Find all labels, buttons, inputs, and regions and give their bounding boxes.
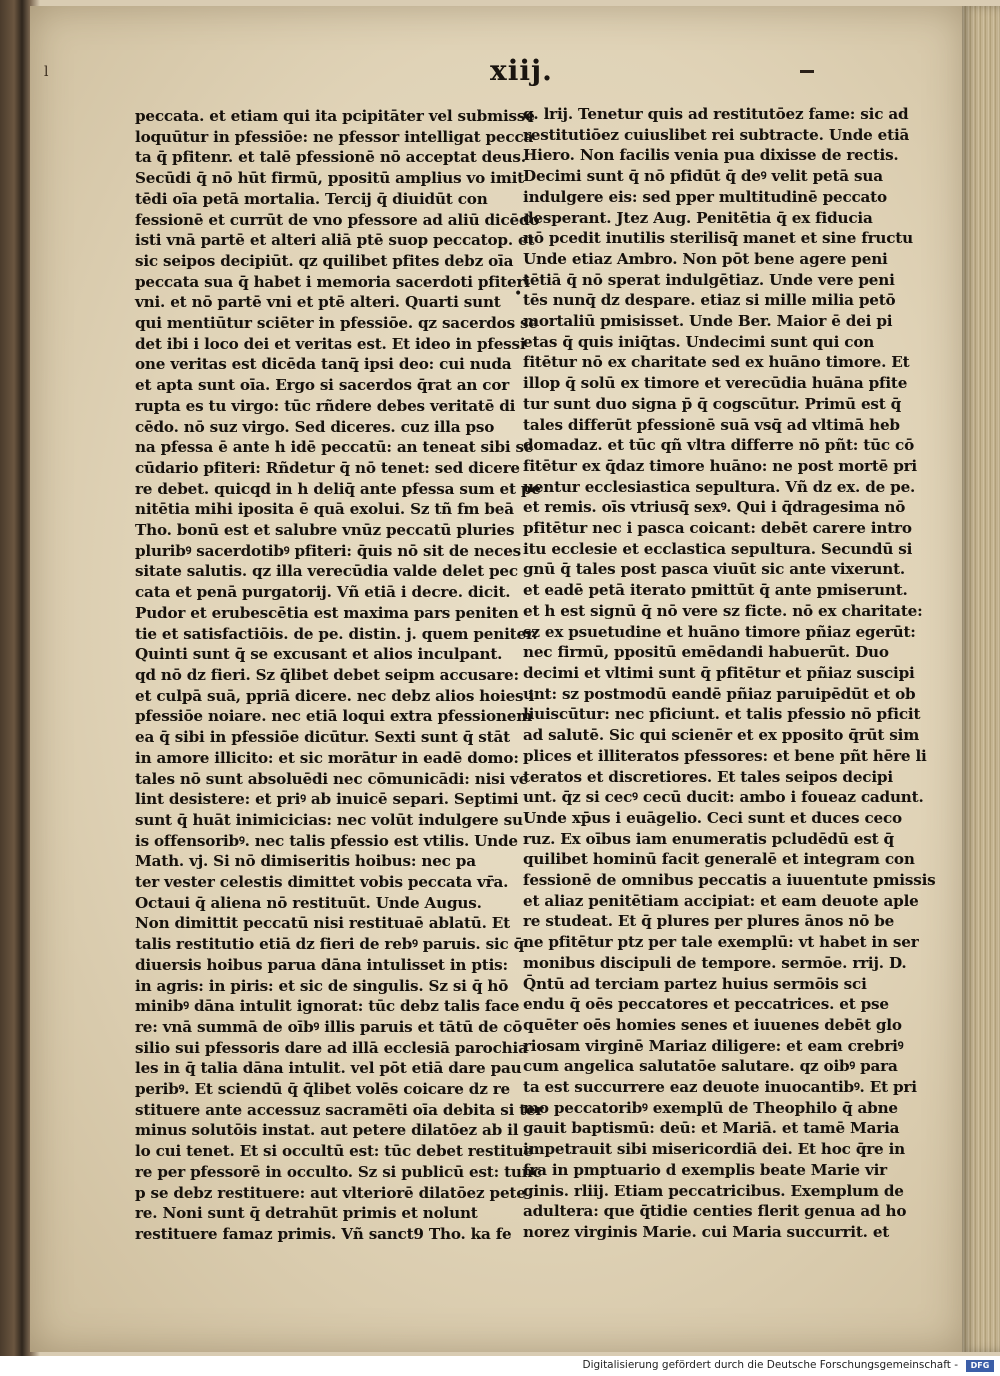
text-line: q. lrij. Tenetur quis ad restitutōez fame: sic ad <box>523 105 909 123</box>
text-line: fessionē et currūt de vno pfessore ad aliū dicēdo <box>135 210 540 229</box>
text-line: tēdi oīa petā mortalia. Tercij q̄ diuidūt con <box>135 189 488 208</box>
text-line: fitētur nō ex charitate sed ex huāno timore. Et <box>523 353 910 372</box>
text-line: Q̄ntū ad terciam partez huius sermōis sci <box>523 974 867 993</box>
text-line: ta est succurrere eaz deuote inuocantibꝰ. Et pri <box>523 1078 917 1097</box>
text-line: mortaliū pmisisset. Unde Ber. Maior ē dei pi <box>523 312 893 331</box>
text-line: mo peccatoribꝰ exemplū de Theophilo q̄ abne <box>523 1098 898 1117</box>
text-line: ea q̄ sibi in pfessiōe dicūtur. Sexti sunt q̄ stāt <box>135 728 510 747</box>
text-line: plices et illiteratos pfessores: et bene pñt hēre li <box>523 746 927 765</box>
text-line: nō pcedit inutilis sterilisq̄ manet et sine fructu <box>523 229 913 248</box>
left-text-column <box>135 106 544 1245</box>
text-line: gauit baptismū: deū: et Mariā. et tamē Maria <box>523 1119 900 1138</box>
text-line: peccata sua q̄ habet i memoria sacerdoti pfiteri <box>135 272 530 291</box>
text-line: ruz. Ex oībus iam enumeratis pcludēdū est q̄ <box>523 829 894 848</box>
text-line: unt: sz postmodū eandē pñiaz paruipēdūt et ob <box>523 684 916 703</box>
text-line: stituere ante accessuz sacramēti oīa debita si ter <box>135 1100 544 1119</box>
text-line: talis restitutio etiā dz fieri de rebꝰ paruis. sic q̄ <box>135 935 525 954</box>
text-line: riosam virginē Mariaz diligere: et eam crebriꝰ <box>523 1036 904 1055</box>
text-line: etas q̄ quis iniq̄tas. Undecimi sunt qui con <box>523 332 875 351</box>
text-line: lint desistere: et priꝰ ab inuicē separi. Septimi <box>135 790 519 809</box>
page-edges <box>962 6 1000 1352</box>
text-line: tēs nunq̄ dz despare. etiaz si mille milia petō <box>523 291 896 310</box>
text-line: re. Noni sunt q̄ detrahūt primis et nolunt <box>135 1204 478 1223</box>
text-line: tie et satisfactiōis. de pe. distin. j. quem peniter. <box>135 624 538 643</box>
text-line: pfessiōe noiare. nec etiā loqui extra pfessionem <box>135 707 533 726</box>
dfg-credit: Digitalisierung gefördert durch die Deutsche Forschungsgemeinschaft - <box>582 1359 958 1371</box>
text-line: peccata. et etiam qui ita pcipitāter vel submisse <box>135 107 535 125</box>
dfg-logo-icon: DFG <box>966 1360 994 1372</box>
header-rule <box>800 70 814 73</box>
text-line: norez virginis Marie. cui Maria succurrit. et <box>523 1222 890 1241</box>
text-line: unt. q̄z si cecꝰ cecū ducit: ambo i foueaz cadunt. <box>523 788 924 807</box>
text-line: ta q̄ pfitenr. et talē pfessionē nō acceptat deus. <box>135 148 526 167</box>
text-line: cūdario pfiteri: Rñdetur q̄ nō tenet: sed dicere <box>135 458 520 477</box>
text-line: liuiscūtur: nec pficiunt. et talis pfessio nō pficit <box>523 705 921 724</box>
text-line: re studeat. Et q̄ plures per plures ānos nō be <box>523 912 895 931</box>
text-line: tur sunt duo signa p̄ q̄ cogscūtur. Primū est q̄ <box>523 394 902 413</box>
text-line: nec firmū, ppositū emēdandi habuerūt. Duo <box>523 643 889 662</box>
text-line: lo cui tenet. Et si occultū est: tūc debet restitue <box>135 1142 533 1161</box>
text-line: et apta sunt oīa. Ergo si sacerdos q̄rat an cor <box>135 376 510 395</box>
text-line: tales nō sunt absoluēdi nec cōmunicādi: nisi ve <box>135 769 529 788</box>
text-line: Decimi sunt q̄ nō pfidūt q̄ deꝰ velit petā sua <box>523 167 883 186</box>
text-line: itu ecclesie et ecclastica sepultura. Secundū si <box>523 539 913 558</box>
text-line: restituere famaz primis. Vñ sanct9 Tho. ka fe <box>135 1224 512 1243</box>
text-line: Unde etiaz Ambro. Non pōt bene agere peni <box>523 249 888 268</box>
book-page <box>30 6 965 1352</box>
text-line: det ibi i loco dei et veritas est. Et ideo in pfessi <box>135 334 526 353</box>
text-line: Octaui q̄ aliena nō restituūt. Unde Augus. <box>135 893 482 912</box>
text-line: is offensoribꝰ. nec talis pfessio est vtilis. Unde <box>135 831 518 850</box>
text-line: desperant. Jtez Aug. Penitētia q̄ ex fiducia <box>523 208 873 227</box>
text-line: fitētur ex q̄daz timore huāno: ne post mortē pri <box>523 456 918 475</box>
text-line: teratos et discretiores. Et tales seipos decipi <box>523 767 893 786</box>
text-line: restitutiōez cuiuslibet rei subtracte. Unde etiā <box>523 125 910 144</box>
text-line: impetrauit sibi misericordiā dei. Et hoc q̄re in <box>523 1140 906 1159</box>
text-line: cēdo. nō suz virgo. Sed diceres. cuz illa pso <box>135 417 495 436</box>
margin-dot: • <box>514 286 523 302</box>
text-line: sz ex psuetudine et huāno timore pñiaz egerūt: <box>523 622 916 641</box>
text-line: p se debz restituere: aut vlteriorē dilatōez pete <box>135 1183 526 1202</box>
text-line: Unde xp̄us i euāgelio. Ceci sunt et duces ceco <box>523 808 902 827</box>
text-line: fra in pmptuario d exemplis beate Marie vir <box>523 1160 887 1179</box>
text-line: Quinti sunt q̄ se excusant et alios inculpant. <box>135 645 503 664</box>
text-line: endu q̄ oēs peccatores et peccatrices. et pse <box>523 995 889 1014</box>
text-line: ginis. rliij. Etiam peccatricibus. Exemplum de <box>523 1181 904 1200</box>
text-line: na pfessa ē ante h idē peccatū: an teneat sibi se <box>135 438 534 457</box>
text-line: diuersis hoibus parua dāna intulisset in ptis: <box>135 955 508 974</box>
text-line: minus solutōis instat. aut petere dilatōez ab il <box>135 1121 519 1140</box>
text-line: re debet. quicqd in h deliq̄ ante pfessa sum et pe <box>135 479 541 498</box>
text-line: Math. vj. Si nō dimiseritis hoibus: nec pa <box>135 852 476 871</box>
text-line: sitate salutis. qz illa verecūdia valde delet pec <box>135 562 518 581</box>
text-line: minibꝰ dāna intulit ignorat: tūc debz talis face <box>135 997 520 1016</box>
right-text-column <box>523 104 936 1243</box>
text-line: qui mentiūtur sciēter in pfessiōe. qz sacerdos se <box>135 314 538 333</box>
text-line: et remis. oīs vtriusq̄ sexꝰ. Qui i q̄dragesima nō <box>523 498 906 517</box>
text-line: quilibet hominū facit generalē et integram con <box>523 850 915 869</box>
text-line: in amore illicito: et sic morātur in eadē domo: <box>135 748 519 767</box>
text-line: ter vester celestis dimittet vobis peccata vr̄a. <box>135 873 509 892</box>
text-line: pfitētur nec i pasca coicant: debēt carere intro <box>523 519 912 538</box>
gutter-mark: l <box>44 64 49 80</box>
text-line: vni. et nō partē vni et ptē alteri. Quarti sunt <box>135 293 501 312</box>
text-line: silio sui pfessoris dare ad illā ecclesiā parochia <box>135 1038 528 1057</box>
text-line: gnū q̄ tales post pasca viuūt sic ante vixerunt. <box>523 560 905 579</box>
text-line: Secūdi q̄ nō hūt firmū, ppositū amplius vo imit <box>135 169 524 188</box>
text-line: uentur ecclesiastica sepultura. Vñ dz ex. de pe. <box>523 477 916 496</box>
folio-number: xiij. <box>490 54 553 87</box>
text-line: illop q̄ solū ex timore et verecūdia huāna pfite <box>523 374 908 393</box>
text-line: rupta es tu virgo: tūc rñdere debes veritatē di <box>135 396 516 415</box>
text-line: les in q̄ talia dāna intulit. vel pōt etiā dare pau <box>135 1059 522 1078</box>
text-line: sic seipos decipiūt. qz quilibet pfites debz oīa <box>135 251 514 270</box>
text-line: Pudor et erubescētia est maxima pars peniten <box>135 603 519 622</box>
text-line: et eadē petā iterato pmittūt q̄ ante pmiserunt. <box>523 581 908 600</box>
text-line: decimi et vltimi sunt q̄ pfitētur et pñiaz suscipi <box>523 663 915 682</box>
text-line: nitētia mihi iposita ē quā exolui. Sz tñ fm beā <box>135 500 514 519</box>
text-line: adultera: que q̄tidie centies flerit genua ad ho <box>523 1202 907 1221</box>
text-line: monibus discipuli de tempore. sermōe. rrij. D. <box>523 953 907 972</box>
text-line: one veritas est dicēda tanq̄ ipsi deo: cui nuda <box>135 355 512 374</box>
text-line: isti vnā partē et alteri aliā ptē suop peccatop. et <box>135 231 535 250</box>
text-line: quēter oēs homies senes et iuuenes debēt glo <box>523 1015 902 1034</box>
footer-bar <box>0 1356 1000 1376</box>
text-line: ne pfitētur ptz per tale exemplū: vt habet in ser <box>523 933 919 952</box>
page-header <box>410 54 660 94</box>
text-line: peribꝰ. Et sciendū q̄ q̄libet volēs coicare dz re <box>135 1080 511 1099</box>
text-line: qd nō dz fieri. Sz q̄libet debet seipm accusare: <box>135 665 519 684</box>
text-line: tales differūt pfessionē suā vsq̄ ad vltimā heb <box>523 415 900 434</box>
text-line: domadaz. et tūc qñ vltra differre nō pñt: tūc cō <box>523 436 915 455</box>
text-line: in agris: in piris: et sic de singulis. Sz si q̄ hō <box>135 976 509 995</box>
text-line: loquūtur in pfessiōe: ne pfessor intelligat pecca <box>135 127 534 146</box>
text-line: cum angelica salutatōe salutare. qz oibꝰ para <box>523 1057 898 1076</box>
text-line: ad salutē. Sic qui scienēr et ex pposito q̄rūt sim <box>523 726 920 745</box>
text-line: re per pfessorē in occulto. Sz si publicū est: tunc <box>135 1162 542 1181</box>
text-line: sunt q̄ huāt inimicicias: nec volūt indulgere su <box>135 810 523 829</box>
text-line: cata et penā purgatorij. Vñ etiā i decre. dicit. <box>135 583 511 602</box>
text-line: et h est signū q̄ nō vere sz ficte. nō ex charitate: <box>523 601 923 620</box>
text-line: Non dimittit peccatū nisi restituaē ablatū. Et <box>135 914 510 933</box>
text-line: Hiero. Non facilis venia pua dixisse de rectis. <box>523 146 899 165</box>
text-line: pluribꝰ sacerdotibꝰ pfiteri: q̄uis nō sit de neces <box>135 541 522 560</box>
text-line: Tho. bonū est et salubre vnūz peccatū pluries <box>135 521 515 540</box>
text-line: et culpā suā, ppriā dicere. nec debz alios hoies i <box>135 686 535 705</box>
text-line: et aliaz penitētiam accipiat: et eam deuote aple <box>523 891 919 910</box>
text-line: tētiā q̄ nō sperat indulgētiaz. Unde vere peni <box>523 270 895 289</box>
text-line: fessionē de omnibus peccatis a iuuentute pmissis <box>523 871 936 890</box>
text-line: re: vnā summā de oībꝰ illis paruis et tātū de cō <box>135 1017 523 1036</box>
text-line: indulgere eis: sed pper multitudinē peccato <box>523 187 887 206</box>
